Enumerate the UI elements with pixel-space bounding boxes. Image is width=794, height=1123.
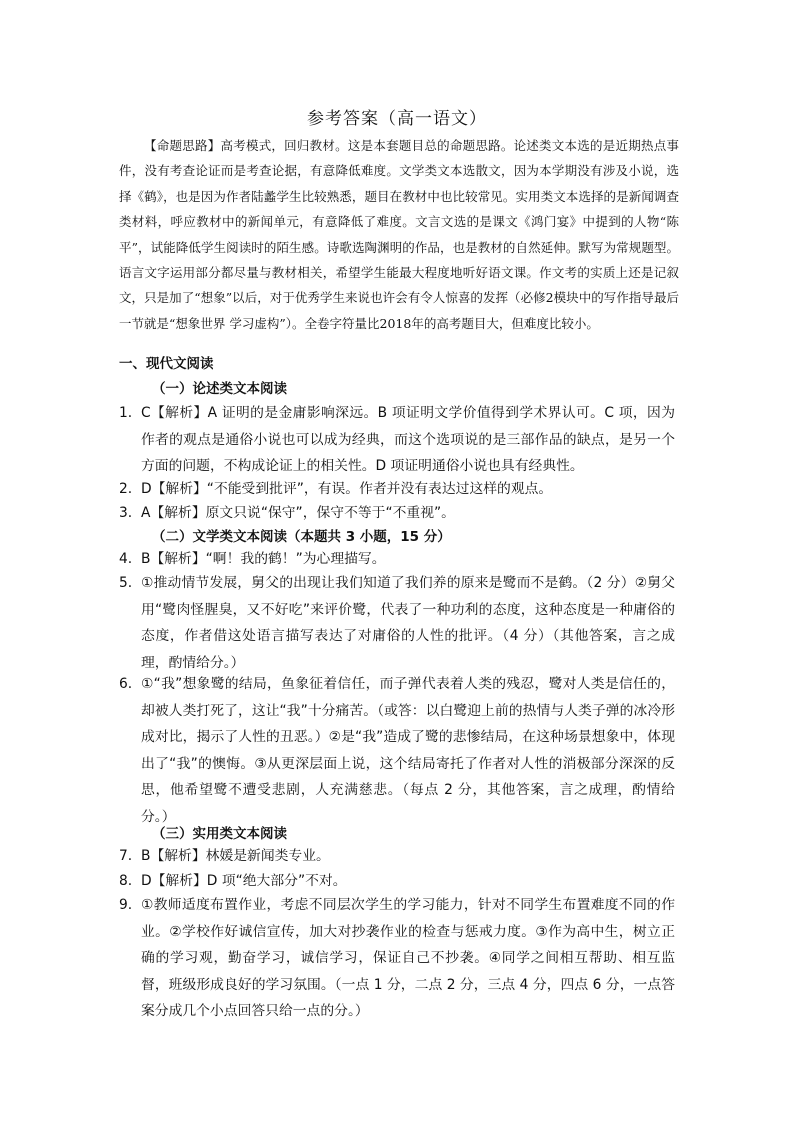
answer-item (119, 400, 675, 480)
answer-item (119, 671, 675, 830)
item-text: ①推动情节发展，舅父的出现让我们知道了我们养的原来是鹭而不是鹤。（2 分）②舅父用“鹭肉怪腥臭，又不好吃”来评价鹭，代表了一种功利的态度，这种态度是一种庸俗的态度，作者借这处语言描写表达了对庸俗的人性的批评。（4 分）（其他答案，言之成理，酌情给分。） (141, 575, 675, 671)
item-number: 7. (119, 848, 133, 864)
item-number: 8. (119, 873, 133, 889)
item-number: 4. (119, 551, 133, 567)
item-number: 1. (119, 405, 133, 421)
item-number: 6. (119, 676, 133, 692)
item-text: A【解析】原文只说“保守”，保守不等于“不重视”。 (141, 505, 455, 521)
answer-item (119, 500, 675, 527)
item-number: 9. (119, 897, 133, 913)
answer-item (119, 570, 675, 676)
item-text: B【解析】“啊！我的鹤！”为心理描写。 (141, 551, 386, 567)
page-title: 参考答案（高一语文） (307, 109, 487, 129)
answer-item (119, 843, 675, 870)
item-number: 5. (119, 575, 133, 591)
item-number: 2. (119, 481, 133, 497)
item-text: C【解析】A 证明的是金庸影响深远。B 项证明文学价值得到学术界认可。C 项，因为作者的观点是通俗小说也可以成为经典，而这个选项说的是三部作品的缺点，是另一个方面的问题，不构成论证上的相关性。D 项证明通俗小说也具有经典性。 (141, 405, 675, 474)
section-heading: 一、现代文阅读 (119, 356, 214, 372)
answer-item (119, 546, 675, 573)
item-text: ①教师适度布置作业，考虑不同层次学生的学习能力，针对不同学生布置难度不同的作业。②学校作好诚信宣传，加大对抄袭作业的检查与惩戒力度。③作为高中生，树立正确的学习观，勤奋学习，诚信学习，保证自己不抄袭。④同学之间相互帮助、相互监督，班级形成良好的学习氛围。（一点 1 分，二点 2 分，三点 4 分，四点 6 分，一点答案分成几个小点回答只给一点的分。） (141, 897, 675, 1019)
intro-paragraph (119, 133, 679, 336)
item-text: ①“我”想象鹭的结局，鱼象征着信任，而子弹代表着人类的残忍，鹭对人类是信任的，却被人类打死了，这让“我”十分痛苦。（或答：以白鹭迎上前的热情与人类子弹的冰冷形成对比，揭示了人性的丑恶。）②是“我”造成了鹭的悲惨结局，在这种场景想象中，体现出了“我”的懊悔。③从更深层面上说，这个结局寄托了作者对人性的消极部分深深的反思，他希望鹭不遭受悲剧，人充满慈悲。（每点 2 分，其他答案，言之成理，酌情给分。） (141, 676, 675, 825)
intro-text: 【命题思路】高考模式，回归教材。这是本套题目总的命题思路。论述类文本选的是近期热点事件，没有考查论证而是考查论据，有意降低难度。文学类文本选散文，因为本学期没有涉及小说，选择《鹤》，也是因为作者陆蠡学生比较熟悉，题目在教材中也比较常见。实用类文本选择的是新闻调查类材料，呼应教材中的新闻单元，有意降低了难度。文言文选的是课文《鸿门宴》中提到的人物“陈平”，试能降低学生阅读时的陌生感。诗歌选陶渊明的作品，也是教材的自然延伸。默写为常规题型。语言文字运用部分都尽量与教材相关，希望学生能最大程度地听好语文课。作文考的实质上还是记叙文，只是加了“想象”以后，对于优秀学生来说也许会有令人惊喜的发挥（必修2模块中的写作指导最后一节就是“想象世界 学习虚构”）。全卷字符量比2018年的高考题目大，但难度比较小。 (119, 138, 679, 331)
answer-item (119, 892, 675, 1025)
subheading-argumentative: （一）论述类文本阅读 (152, 381, 287, 397)
item-text: D【解析】D 项“绝大部分”不对。 (141, 873, 347, 889)
item-number: 3. (119, 505, 133, 521)
answer-item (119, 868, 675, 895)
subheading-practical: （三）实用类文本阅读 (152, 826, 287, 842)
item-text: B【解析】林媛是新闻类专业。 (141, 848, 330, 864)
subheading-literary: （二）文学类文本阅读（本题共 3 小题，15 分） (152, 529, 451, 545)
item-text: D【解析】“不能受到批评”，有误。作者并没有表达过这样的观点。 (141, 481, 553, 497)
answer-item (119, 476, 675, 503)
